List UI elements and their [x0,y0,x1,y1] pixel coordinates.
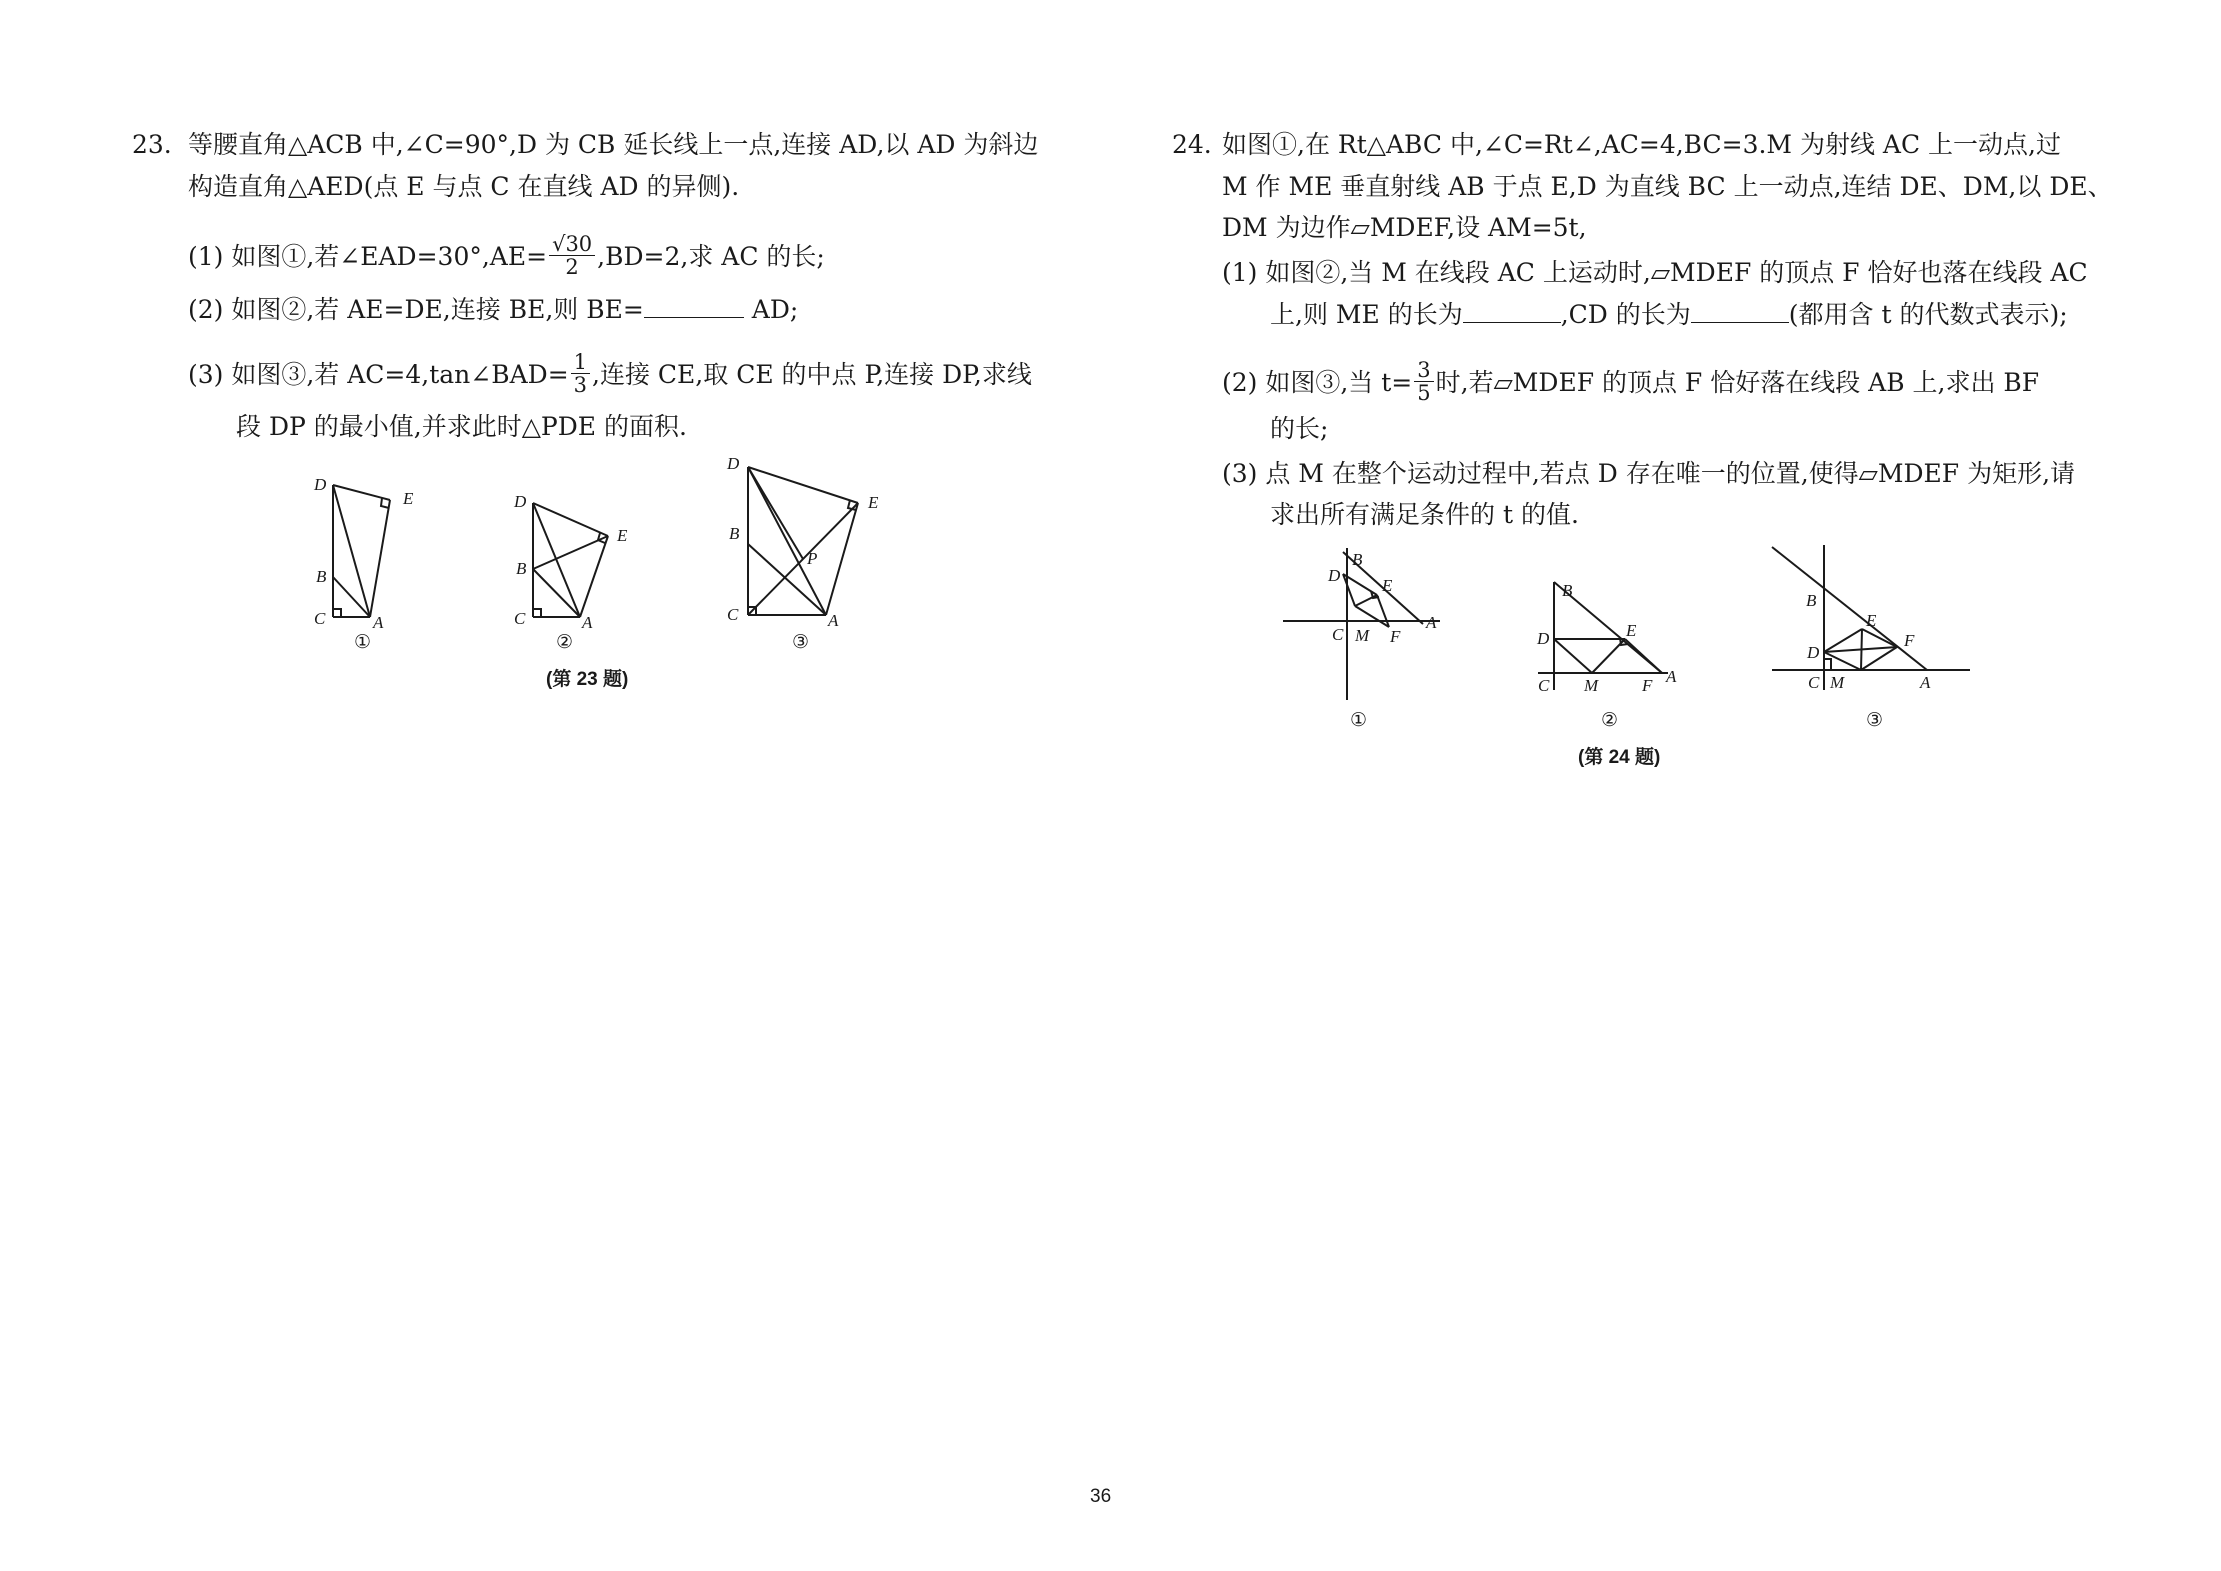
fig24-2-label-e: E [1626,621,1637,640]
figure-23-3 [720,450,880,653]
p24-q2-text-b: 时,若▱MDEF 的顶点 F 恰好落在线段 AB 上,求出 BF [1435,368,2040,397]
p23-q1-fraction [549,233,595,278]
p24-q2-denominator: 5 [1417,381,1431,405]
fig23-1-label-e: E [403,489,414,508]
fig24-1-label-m: M [1355,626,1370,645]
fig23-1-label-d: D [314,475,327,494]
p23-q1 [188,232,825,281]
fig24-2-label-f: F [1642,676,1653,695]
fig24-1-label-f: F [1390,627,1401,646]
p24-q2-numerator: 3 [1414,359,1433,382]
fig23-1-label-b: B [316,567,327,586]
p23-q3-numerator: 1 [571,351,590,374]
p23-q2-text-b: AD; [751,295,799,324]
fig24-1-number: ① [1350,710,1368,731]
p24-q1-line2 [1270,300,2068,330]
figure-23-1 [300,470,420,653]
fig24-3-label-e: E [1866,611,1877,630]
p23-line2: 构造直角△AED(点 E 与点 C 在直线 AD 的异侧). [188,172,740,201]
fig23-2-label-b: B [516,559,527,578]
fig23-3-label-d: D [727,454,740,473]
fig24-3-label-f: F [1904,631,1915,650]
p23-line1: 等腰直角△ACB 中,∠C=90°,D 为 CB 延长线上一点,连接 AD,以 AD 为斜边 [188,130,1039,159]
fig24-1-label-c: C [1332,625,1344,644]
fig23-3-label-b: B [729,524,740,543]
fig24-3-label-a: A [1920,673,1931,692]
fig23-3-label-a: A [828,611,839,630]
fig23-1-label-a: A [373,613,384,632]
fig24-3-label-d: D [1807,643,1820,662]
p24-number: 24. [1172,130,1212,159]
fig24-2-label-d: D [1537,629,1550,648]
fig24-3-label-m: M [1830,673,1845,692]
fig23-2-number: ② [556,632,574,653]
fig24-3-number: ③ [1866,710,1884,731]
p24-q1-cd-blank[interactable] [1691,300,1789,323]
fig23-3-label-e: E [868,493,879,512]
fig23-3-label-c: C [727,605,739,624]
p24-q1-text-b: 上,则 ME 的长为 [1270,300,1463,329]
fig24-1-label-d: D [1328,566,1341,585]
p24-q1-line1: (1) 如图②,当 M 在线段 AC 上运动时,▱MDEF 的顶点 F 恰好也落在线段 AC [1222,258,2088,287]
p24-q1-text-c: ,CD 的长为 [1560,300,1691,329]
p23-q1-denominator: 2 [565,255,579,279]
fig24-2-label-b: B [1562,581,1573,600]
p24-q2-line2: 的长; [1270,414,1329,443]
figure-23-2 [500,470,628,653]
p24-q2 [1222,358,2040,407]
p23-q3-denominator: 3 [573,373,588,397]
fig23-1-label-c: C [314,609,326,628]
fig24-1-label-e: E [1382,576,1393,595]
page-number: 36 [1090,1486,1112,1507]
p24-line2: M 作 ME 垂直射线 AB 于点 E,D 为直线 BC 上一动点,连结 DE、DM,以 DE、 [1222,172,2113,201]
p23-caption: (第 23 题) [546,669,629,690]
fig24-3-label-b: B [1806,591,1817,610]
p24-q1-text-d: (都用含 t 的代数式表示); [1788,300,2068,329]
p24-q2-fraction [1414,359,1433,404]
p23-number: 23. [132,130,172,159]
fig23-2-label-d: D [514,492,527,511]
p23-q3 [188,350,1032,399]
p24-q1-me-blank[interactable] [1463,300,1561,323]
p23-q1-text-b: ,BD=2,求 AC 的长; [597,242,825,271]
p24-caption: (第 24 题) [1578,747,1661,768]
fig24-2-label-a: A [1666,667,1677,686]
p24-line3: DM 为边作▱MDEF,设 AM=5t, [1222,213,1587,242]
fig23-2-label-e: E [617,526,628,545]
fig24-2-number: ② [1601,710,1619,731]
p24-line1: 如图①,在 Rt△ABC 中,∠C=Rt∠,AC=4,BC=3.M 为射线 AC 上一动点,过 [1222,130,2062,159]
fig24-3-label-c: C [1808,673,1820,692]
fig24-1-label-b: B [1352,550,1363,569]
fig24-1-label-a: A [1426,613,1437,632]
figure-24-1 [1280,540,1460,730]
fig23-3-label-p: P [807,549,818,568]
p23-q1-text-a: (1) 如图①,若∠EAD=30°,AE= [188,242,548,271]
fig23-3-number: ③ [792,632,810,653]
fig23-2-label-a: A [582,613,593,632]
fig23-2-label-c: C [514,609,526,628]
fig24-2-label-c: C [1538,676,1550,695]
p23-q2-answer-blank[interactable] [644,295,744,318]
p23-q2-text-a: (2) 如图②,若 AE=DE,连接 BE,则 BE= [188,295,644,324]
p23-q1-numerator: √30 [549,233,595,256]
figure-24-3 [1770,540,1990,730]
p24-q3-line2: 求出所有满足条件的 t 的值. [1270,500,1579,529]
p24-q2-text-a: (2) 如图③,当 t= [1222,368,1413,397]
figure-24-2 [1518,540,1698,730]
p24-q3-line1: (3) 点 M 在整个运动过程中,若点 D 存在唯一的位置,使得▱MDEF 为矩形,请 [1222,459,2076,488]
p23-q2 [188,295,798,325]
p23-q3-line2: 段 DP 的最小值,并求此时△PDE 的面积. [236,412,687,441]
fig24-2-label-m: M [1584,676,1599,695]
p23-q3-text-a: (3) 如图③,若 AC=4,tan∠BAD= [188,360,569,389]
fig23-1-number: ① [354,632,372,653]
p23-q3-text-b: ,连接 CE,取 CE 的中点 P,连接 DP,求线 [592,360,1032,389]
p23-q3-fraction [571,351,590,396]
